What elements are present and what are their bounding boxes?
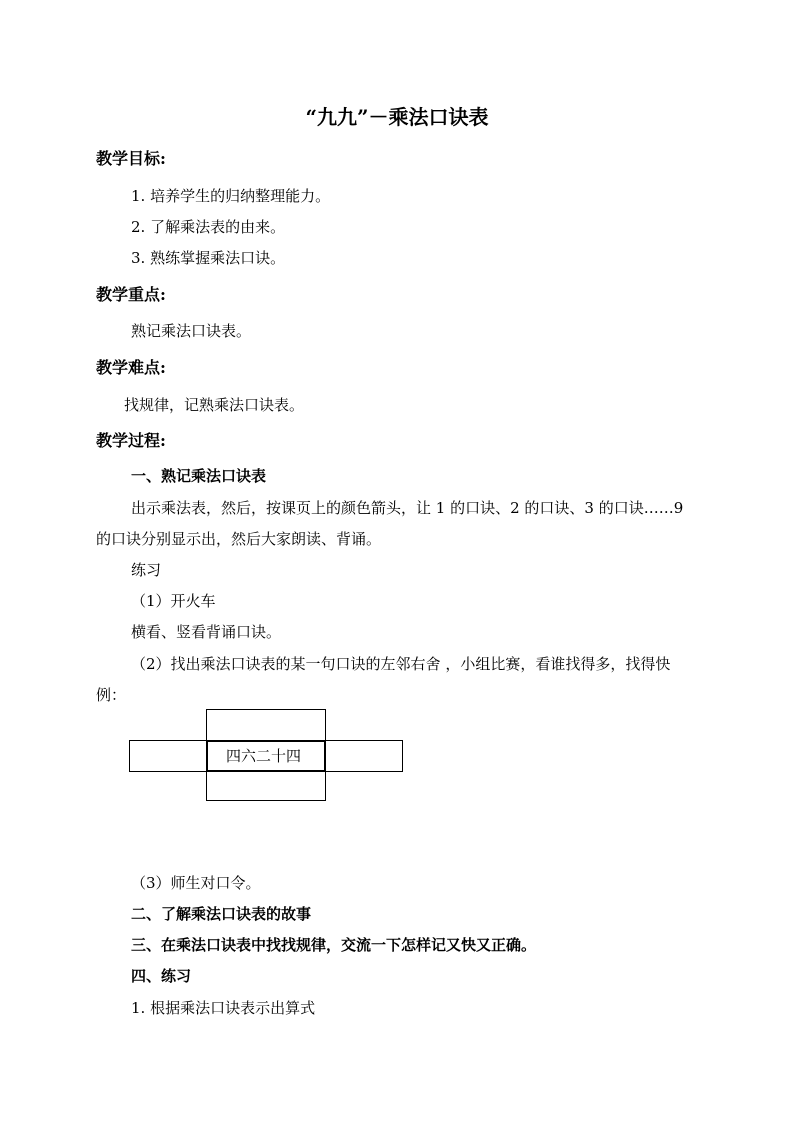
goal-item-2: 2. 了解乘法表的由来。 [131,218,286,236]
grid-center-text: 四六二十四 [226,747,302,765]
goals-heading: 教学目标: [96,149,166,168]
grid-cell-top [206,709,326,742]
practice-2-line-2: 例： [96,686,127,704]
practice-1-desc: 横看、竖看背诵口诀。 [131,623,282,641]
grid-cell-left [129,740,208,772]
goal-item-3: 3. 熟练掌握乘法口诀。 [131,249,286,267]
practice-1: （1）开火车 [131,592,216,610]
section-3-title: 三、在乘法口诀表中找找规律，交流一下怎样记又快又正确。 [131,936,537,954]
section-2-title: 二、了解乘法口诀表的故事 [131,905,312,923]
practice-3: （3）师生对口令。 [131,874,261,892]
process-heading: 教学过程: [96,431,166,450]
grid-cell-bottom [206,770,326,801]
section-1-title: 一、熟记乘法口诀表 [131,467,267,485]
grid-cell-right [324,740,403,772]
section-4-title: 四、练习 [131,967,192,985]
section-4-item-1: 1. 根据乘法口诀表示出算式 [131,999,316,1017]
page-title: “九九”－乘法口诀表 [305,105,489,129]
practice-label: 练习 [131,561,162,579]
section-1-paragraph-line-2: 的口诀分别显示出，然后大家朗读、背诵。 [96,530,382,548]
difficulty-heading: 教学难点: [96,358,166,377]
section-1-paragraph-line-1: 出示乘法表，然后，按课页上的颜色箭头，让 1 的口诀、2 的口诀、3 的口诀……9 [131,499,684,517]
key-point-heading: 教学重点: [96,285,166,304]
goal-item-1: 1. 培养学生的归纳整理能力。 [131,187,331,205]
difficulty-text: 找规律，记熟乘法口诀表。 [124,396,305,414]
practice-2-line-1: （2）找出乘法口诀表的某一句口诀的左邻右舍 ，小组比赛，看谁找得多，找得快 [131,655,671,673]
key-point-text: 熟记乘法口诀表。 [131,322,252,340]
